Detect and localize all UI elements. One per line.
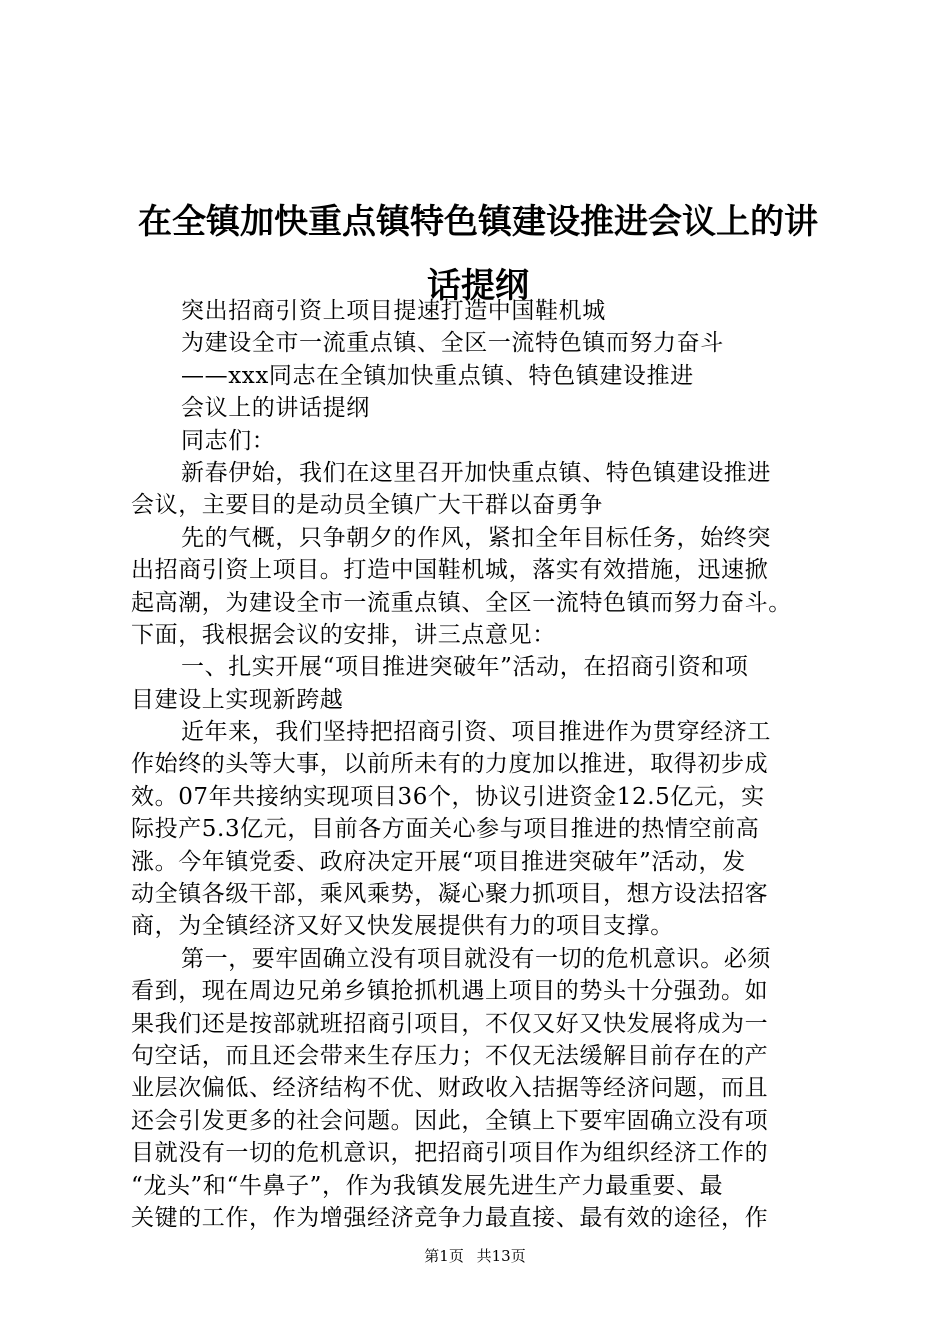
title-line-2: 话提纲 bbox=[427, 266, 529, 306]
body-line: 一、扎实开展“项目推进突破年”活动，在招商引资和项 bbox=[181, 654, 749, 681]
page-total: 共13页 bbox=[476, 1247, 526, 1265]
page-footer bbox=[0, 1246, 950, 1266]
body-line: 会议，主要目的是动员全镇广大干群以奋勇争 bbox=[131, 492, 603, 519]
document-body bbox=[131, 295, 831, 1234]
body-line: 下面，我根据会议的安排，讲三点意见： bbox=[131, 621, 556, 648]
body-line: 第一，要牢固确立没有项目就没有一切的危机意识。必须 bbox=[181, 945, 771, 972]
body-line: 作始终的头等大事，以前所未有的力度加以推进，取得初步成 bbox=[131, 751, 769, 778]
body-line: 起高潮，为建设全市一流重点镇、全区一流特色镇而努力奋斗。 bbox=[131, 589, 792, 616]
body-line: 目就没有一切的危机意识，把招商引项目作为组织经济工作的 bbox=[131, 1140, 769, 1167]
body-line: ——xxx同志在全镇加快重点镇、特色镇建设推进 bbox=[181, 362, 694, 389]
body-line: 出招商引资上项目。打造中国鞋机城，落实有效措施，迅速掀 bbox=[131, 557, 769, 584]
body-line: 同志们： bbox=[181, 427, 276, 454]
body-line: 为建设全市一流重点镇、全区一流特色镇而努力奋斗 bbox=[181, 330, 724, 357]
body-line: 动全镇各级干部，乘风乘势，凝心聚力抓项目，想方设法招客 bbox=[131, 881, 769, 908]
body-line: 目建设上实现新跨越 bbox=[131, 686, 344, 713]
body-line: 先的气概，只争朝夕的作风，紧扣全年目标任务，始终突 bbox=[181, 524, 771, 551]
page-number: 第1页 bbox=[424, 1247, 464, 1265]
body-line: “龙头”和“牛鼻子”，作为我镇发展先进生产力最重要、最 bbox=[131, 1172, 724, 1199]
body-line: 际投产5.3亿元，目前各方面关心参与项目推进的热情空前高 bbox=[131, 816, 760, 843]
body-line: 果我们还是按部就班招商引项目，不仅又好又快发展将成为一 bbox=[131, 1010, 769, 1037]
body-line: 新春伊始，我们在这里召开加快重点镇、特色镇建设推进 bbox=[181, 459, 771, 486]
body-line: 会议上的讲话提纲 bbox=[181, 395, 370, 422]
body-line: 句空话，而且还会带来生存压力；不仅无法缓解目前存在的产 bbox=[131, 1042, 769, 1069]
body-line: 还会引发更多的社会问题。因此，全镇上下要牢固确立没有项 bbox=[131, 1107, 769, 1134]
body-line: 涨。今年镇党委、政府决定开展“项目推进突破年”活动，发 bbox=[131, 848, 746, 875]
body-line: 业层次偏低、经济结构不优、财政收入拮据等经济问题，而且 bbox=[131, 1075, 769, 1102]
body-line: 看到，现在周边兄弟乡镇抢抓机遇上项目的势头十分强劲。如 bbox=[131, 978, 769, 1005]
title-line-1: 在全镇加快重点镇特色镇建设推进会议上的讲 bbox=[138, 202, 818, 242]
body-line: 突出招商引资上项目提速打造中国鞋机城 bbox=[181, 298, 606, 324]
body-line: 近年来，我们坚持把招商引资、项目推进作为贯穿经济工 bbox=[181, 719, 771, 746]
body-line: 商，为全镇经济又好又快发展提供有力的项目支撑。 bbox=[131, 913, 674, 940]
body-line: 关键的工作，作为增强经济竞争力最直接、最有效的途径，作 bbox=[131, 1204, 769, 1231]
body-line: 效。07年共接纳实现项目36个，协议引进资金12.5亿元，实 bbox=[131, 783, 765, 810]
